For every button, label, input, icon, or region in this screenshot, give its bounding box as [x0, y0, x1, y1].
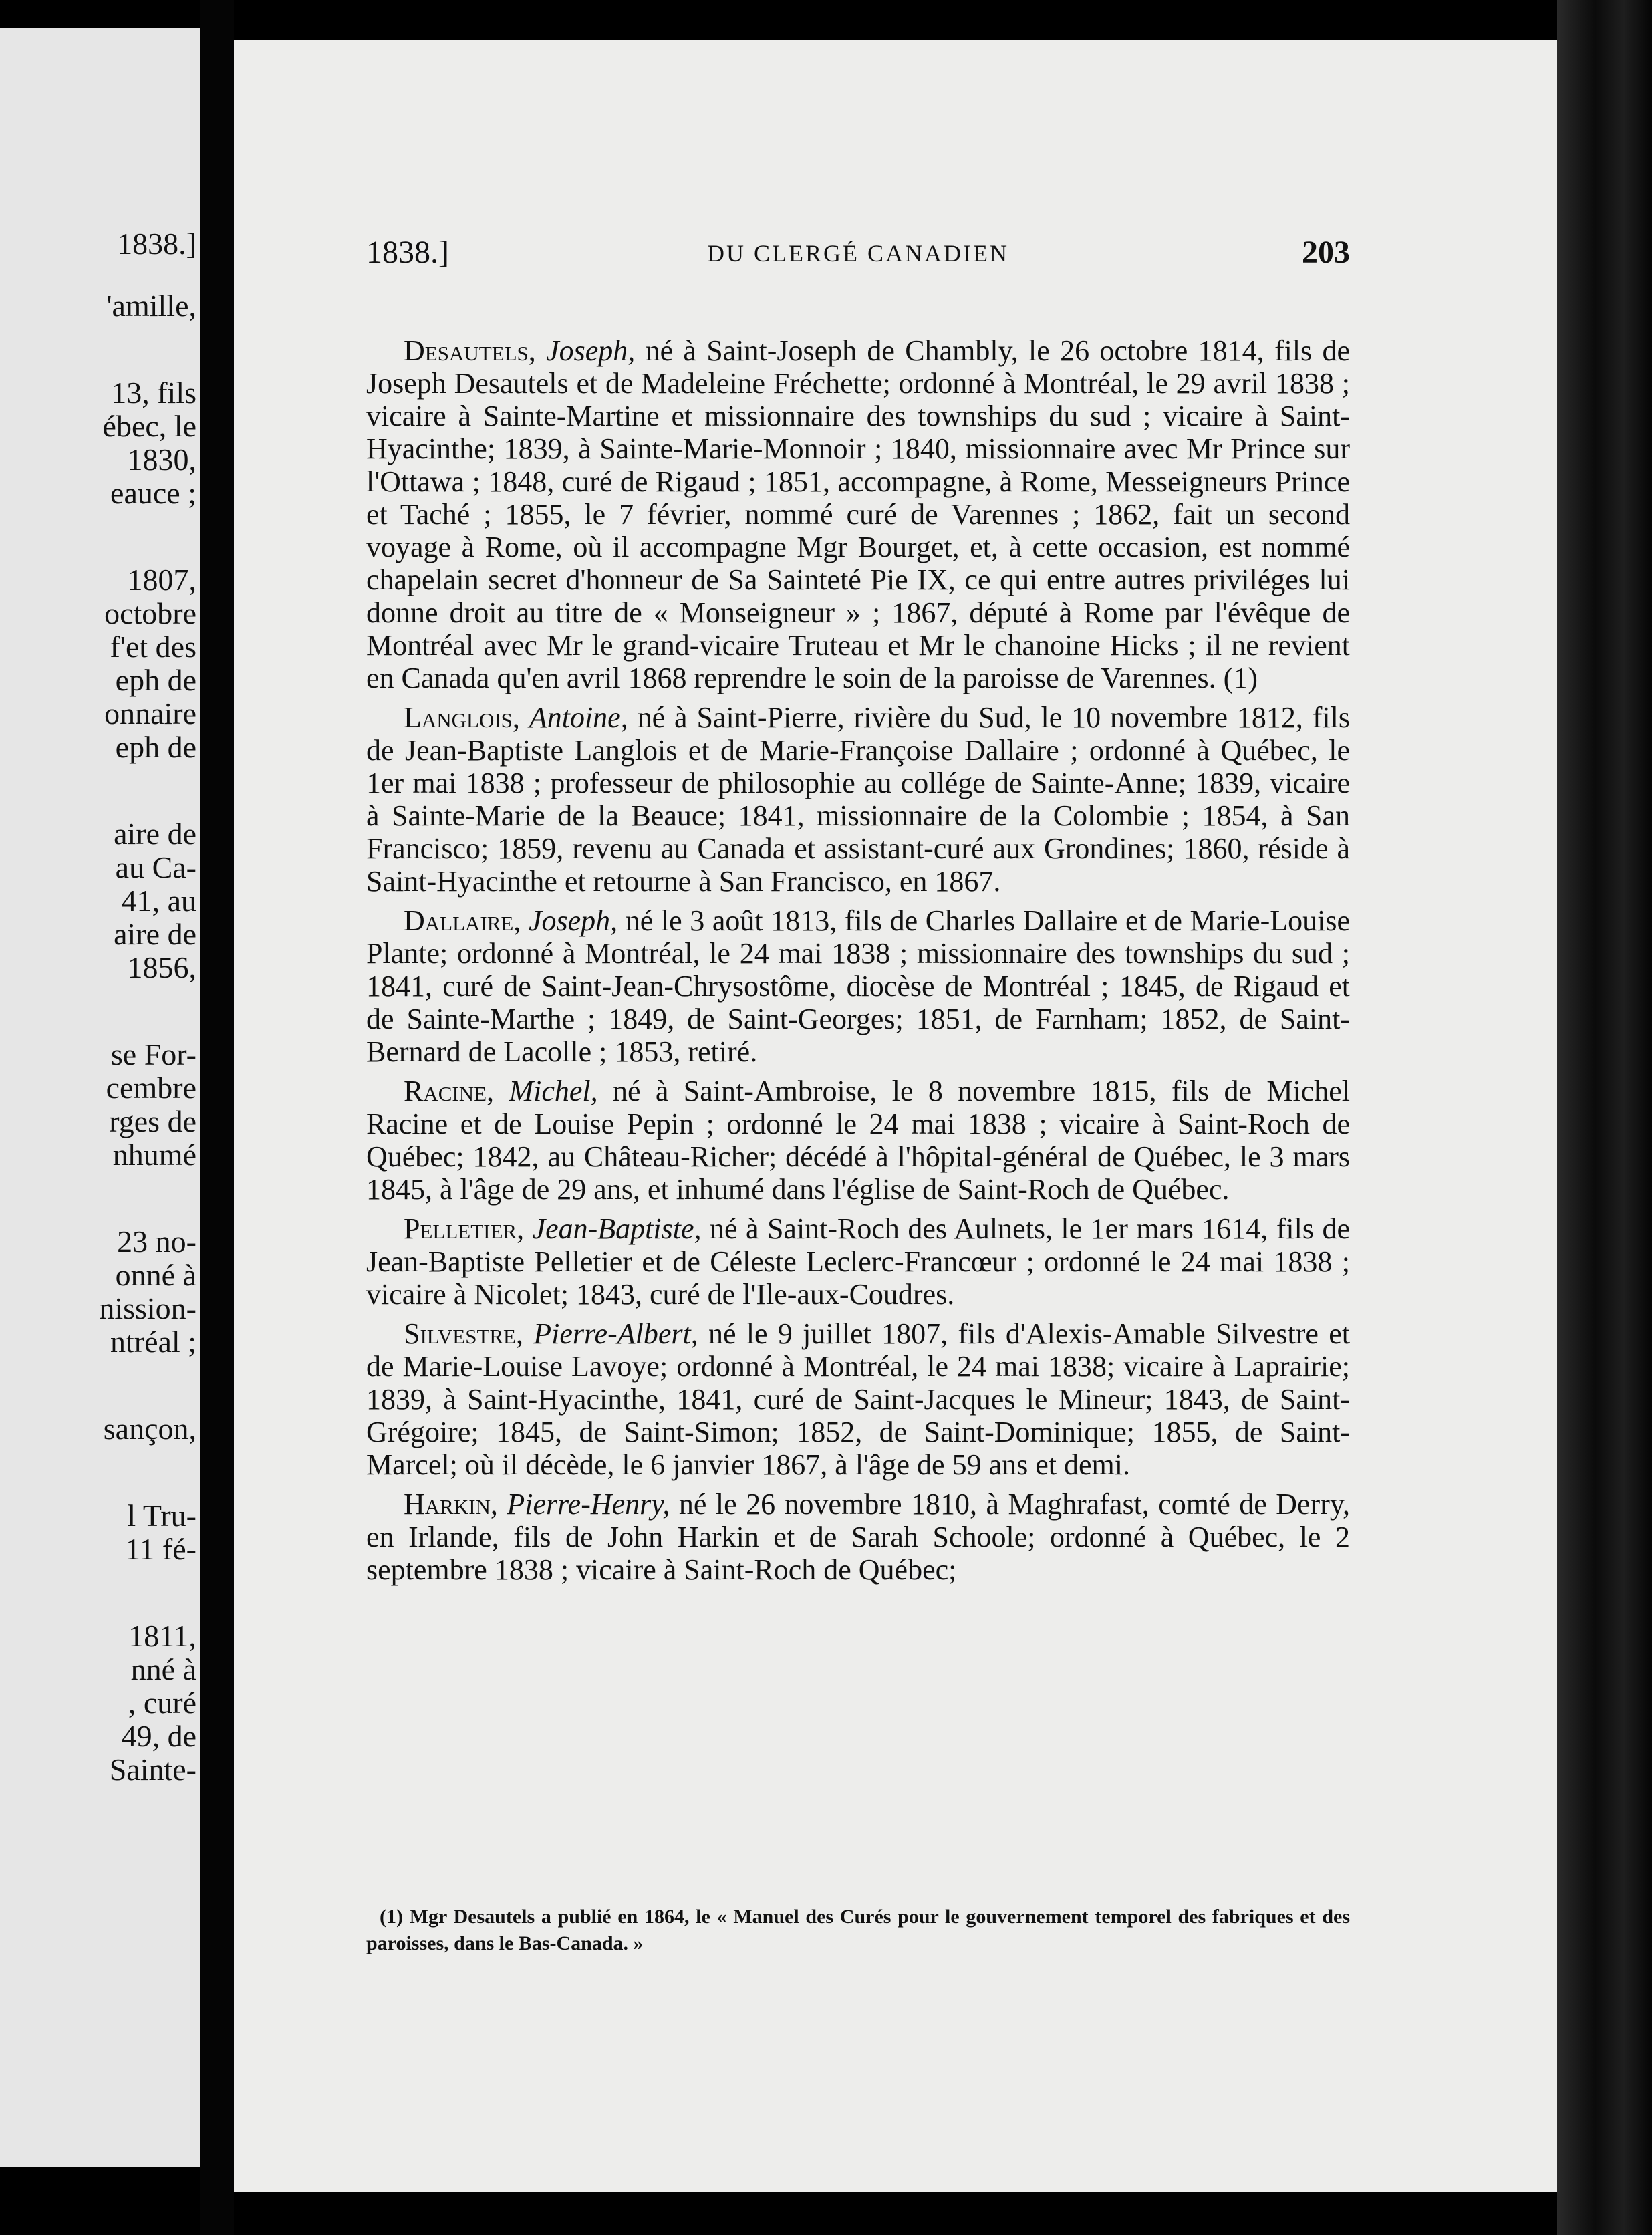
left-page-line: octobre: [104, 596, 196, 630]
book-gutter: [200, 0, 234, 2235]
entry-surname: Pelletier,: [404, 1212, 525, 1245]
left-page-line: onné à: [115, 1258, 196, 1292]
page-number: 203: [1302, 235, 1350, 270]
left-page-line: 1811,: [128, 1619, 196, 1653]
entry-given-name: Jean-Baptiste,: [532, 1212, 702, 1245]
left-page-line: 11 fé-: [125, 1532, 196, 1566]
left-page-line: sançon,: [103, 1412, 196, 1446]
left-page-line: cembre: [106, 1071, 196, 1105]
header-year-bracket: 1838.]: [366, 235, 449, 270]
left-page-line: 41, au: [121, 884, 196, 918]
left-page-line: ntréal ;: [110, 1325, 196, 1359]
left-page-line: aire de: [114, 917, 196, 951]
entry-text: né le 26 novembre 1810, à Maghrafast, comté de Derry, en Irlande, fils de John Harkin et de Sarah Schoole; ordonné à Québec, le 2 septembre 1838 ; vicaire à Saint-Roch de Québec;: [366, 1488, 1351, 1586]
left-page-line: 1838.]: [117, 227, 196, 261]
biography-entry: [366, 701, 1350, 898]
left-page-line: 1807,: [127, 563, 196, 597]
entry-surname: Racine,: [404, 1075, 495, 1107]
entry-text: né à Saint-Pierre, rivière du Sud, le 10 novembre 1812, fils de Jean-Baptiste Langlois et de Marie-Françoise Dallaire ; ordonné à Québec, le 1er mai 1838 ; professeur de philosophie au collége de Sainte-Anne; 1839, vicaire à Sainte-Marie de la Beauce; 1841, missionnaire de la Colombie ; 1854, à San Francisco; 1859, revenu au Canada et assistant-curé aux Grondines; 1860, réside à Saint-Hyacinthe et retourne à San Francisco, en 1867.: [366, 701, 1351, 898]
entry-given-name: Antoine,: [529, 701, 628, 734]
footnote: (1) Mgr Desautels a publié en 1864, le « Manuel des Curés pour le gouvernement temporel des fabriques et des paroisses, dans le Bas-Canada. »: [366, 1905, 1350, 1954]
biography-entry: [366, 1075, 1350, 1206]
left-page-line: nné à: [130, 1652, 196, 1686]
book-page-edges: [1557, 0, 1652, 2235]
left-page-line: nission-: [99, 1291, 196, 1325]
biography-entry: [366, 1212, 1350, 1311]
left-page-line: 1830,: [127, 442, 196, 477]
entry-given-name: Joseph,: [528, 904, 618, 937]
left-page-line: eph de: [115, 663, 196, 697]
left-page-line: 1856,: [127, 950, 196, 984]
left-page-line: se For-: [110, 1037, 196, 1071]
left-page-line: eph de: [115, 730, 196, 764]
entry-text: né à Saint-Joseph de Chambly, le 26 octobre 1814, fils de Joseph Desautels et de Madeleine Fréchette; ordonné à Montréal, le 29 avril 1838 ; vicaire à Sainte-Martine et missionnaire des townships du sud ; vicaire à Saint-Hyacinthe; 1839, à Sainte-Marie-Monnoir ; 1840, missionnaire avec Mr Prince sur l'Ottawa ; 1848, curé de Rigaud ; 1851, accompagne, à Rome, Messeigneurs Prince et Taché ; 1855, le 7 février, nommé curé de Varennes ; 1862, fait un second voyage à Rome, où il accompagne Mgr Bourget, et, à cette occasion, est nommé chapelain secret d'honneur de Sa Sainteté Pie IX, ce qui entre autres priviléges lui donne droit au titre de « Monseigneur » ; 1867, député à Rome par l'évêque de Montréal avec Mr le grand-vicaire Truteau et Mr le chanoine Hicks ; il ne revient en Canada qu'en avril 1868 reprendre le soin de la paroisse de Varennes. (1): [366, 334, 1350, 694]
left-page-line: au Ca-: [115, 850, 196, 884]
left-page-line: 23 no-: [117, 1224, 196, 1259]
biography-entry: [366, 334, 1350, 694]
entry-surname: Silvestre,: [404, 1317, 523, 1350]
entry-text: né à Saint-Ambroise, le 8 novembre 1815, fils de Michel Racine et de Louise Pepin ; ordonné le 24 mai 1838 ; vicaire à Saint-Roch de Québec; 1842, au Château-Richer; décédé à l'hôpital-général de Québec, le 3 mars 1845, à l'âge de 29 ans, et inhumé dans l'église de Saint-Roch de Québec.: [366, 1075, 1351, 1206]
entry-text: né à Saint-Roch des Aulnets, le 1er mars 1614, fils de Jean-Baptiste Pelletier et de Céleste Leclerc-Francœur ; ordonné le 24 mai 1838 ; vicaire à Nicolet; 1843, curé de l'Ile-aux-Coudres.: [366, 1212, 1350, 1311]
left-page-line: , curé: [128, 1686, 196, 1720]
left-page-line: ébec, le: [102, 409, 196, 443]
entry-text: né le 9 juillet 1807, fils d'Alexis-Amable Silvestre et de Marie-Louise Lavoye; ordonné à Montréal, le 24 mai 1838; vicaire à Laprairie; 1839, à Saint-Hyacinthe, 1841, curé de Saint-Jacques le Mineur; 1843, de Saint-Grégoire; 1845, de Saint-Simon; 1852, de Saint-Dominique; 1855, de Saint-Marcel; où il décède, le 6 janvier 1867, à l'âge de 59 ans et demi.: [366, 1317, 1350, 1481]
body-text: [366, 334, 1350, 1593]
biography-entry: [366, 1488, 1350, 1586]
left-page-line: onnaire: [104, 696, 196, 731]
left-page-line: nhumé: [112, 1138, 196, 1172]
left-page-line: rges de: [109, 1104, 196, 1138]
entry-surname: Langlois,: [404, 701, 520, 734]
entry-surname: Harkin,: [404, 1488, 498, 1521]
left-facing-page: [0, 28, 200, 2167]
entry-given-name: Michel,: [509, 1075, 598, 1107]
entry-given-name: Pierre-Henry,: [507, 1488, 670, 1521]
left-page-line: 'amille,: [106, 289, 196, 323]
biography-entry: [366, 1317, 1350, 1481]
left-page-line: eauce ;: [110, 476, 196, 510]
entry-surname: Desautels,: [404, 334, 536, 367]
biography-entry: [366, 904, 1350, 1068]
entry-given-name: Pierre-Albert,: [533, 1317, 698, 1350]
entry-given-name: Joseph,: [546, 334, 636, 367]
entry-surname: Dallaire,: [404, 904, 521, 937]
left-page-line: 13, fils: [111, 376, 196, 410]
main-page: [234, 40, 1557, 2192]
header-title: DU CLERGÉ CANADIEN: [707, 240, 1009, 267]
running-header: [366, 234, 1350, 274]
left-page-line: l Tru-: [127, 1498, 196, 1533]
left-page-line: Sainte-: [109, 1752, 196, 1787]
left-page-line: f'et des: [110, 630, 196, 664]
left-page-line: 49, de: [121, 1719, 196, 1753]
left-page-line: aire de: [114, 817, 196, 851]
entry-text: né le 3 août 1813, fils de Charles Dallaire et de Marie-Louise Plante; ordonné à Montréal, le 24 mai 1838 ; missionnaire des townships du sud ; 1841, curé de Saint-Jean-Chrysostôme, diocèse de Montréal ; 1845, de Rigaud et de Sainte-Marthe ; 1849, de Saint-Georges; 1851, de Farnham; 1852, de Saint-Bernard de Lacolle ; 1853, retiré.: [366, 904, 1351, 1068]
